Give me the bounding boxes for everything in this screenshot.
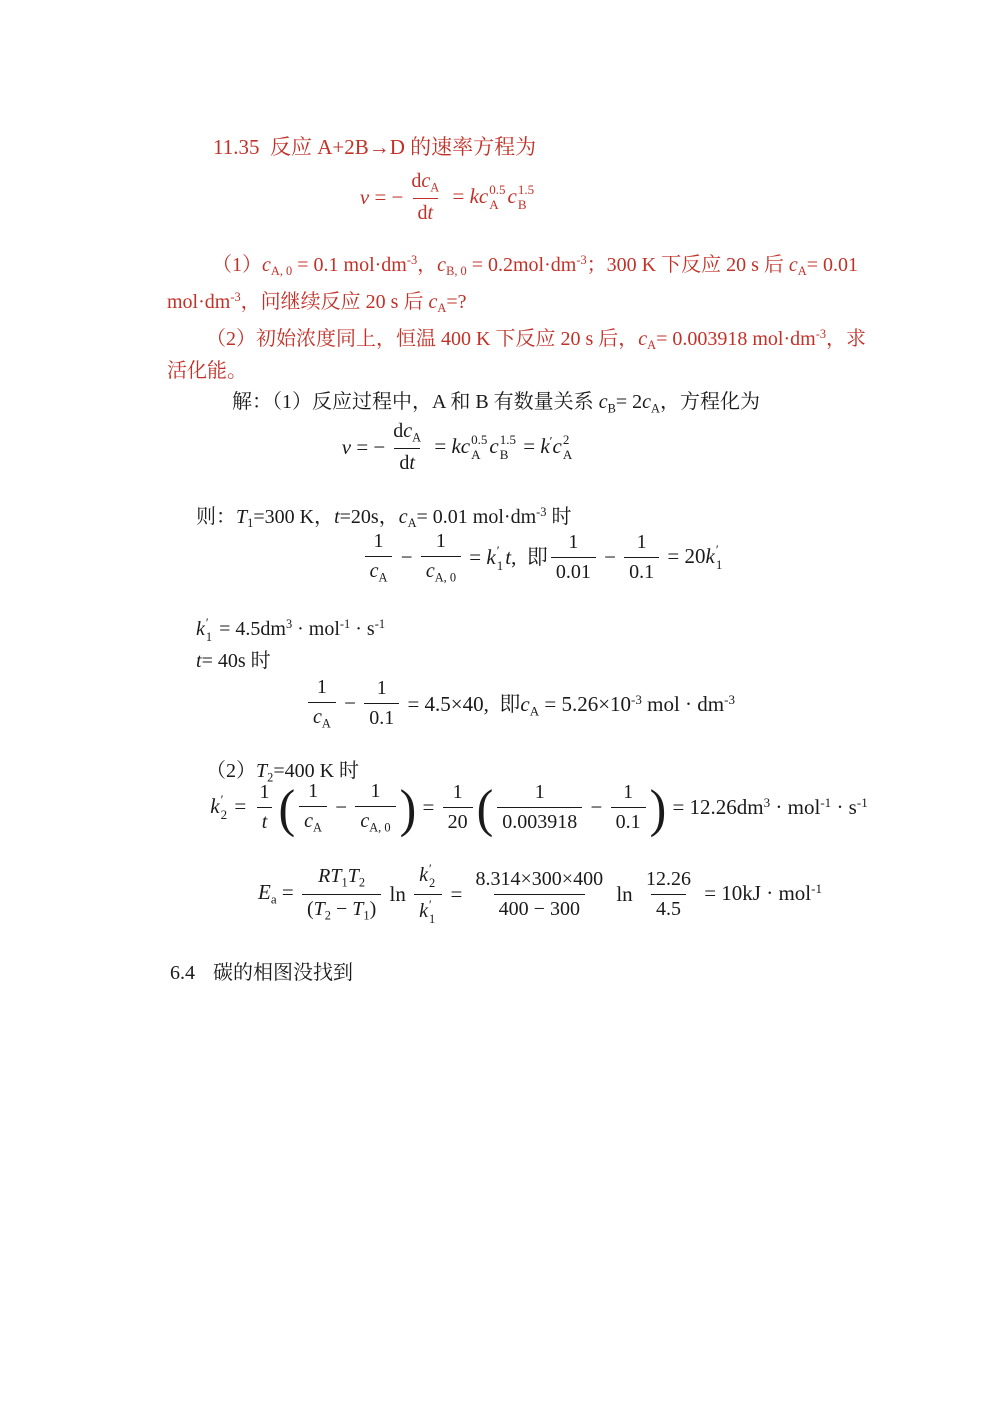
text-run: A <box>651 401 660 416</box>
text-run: =20s， <box>339 505 399 528</box>
text-run: 3 <box>285 617 293 631</box>
text-run: -3 <box>230 290 241 304</box>
text-run: = <box>276 880 299 905</box>
text-run: 1 <box>316 676 327 698</box>
text-run: T <box>352 897 364 920</box>
text-run: -3 <box>536 505 547 519</box>
text-run: v <box>359 185 370 210</box>
problem-part2-line2 <box>167 357 247 385</box>
big-left-paren: ( <box>278 778 296 838</box>
text-run: 2 <box>324 907 331 922</box>
fraction <box>497 781 582 834</box>
text-run: c <box>369 560 379 582</box>
text-run: 2 <box>358 875 366 890</box>
big-left-paren: ( <box>476 778 494 838</box>
text-run: = 12.26dm <box>667 795 764 820</box>
text-run: R <box>318 865 331 888</box>
text-run: t <box>505 545 512 570</box>
text-run: c <box>552 433 562 458</box>
text-run: 1 <box>308 780 319 802</box>
text-run: c <box>403 420 413 442</box>
text-run: -3 <box>815 327 827 341</box>
equation-segment <box>258 880 299 908</box>
text-run: 8.314×300×400 <box>475 867 604 890</box>
text-run: ′ 1 <box>205 615 213 645</box>
text-run: k <box>486 545 496 570</box>
text-run: 3 <box>763 795 771 811</box>
text-run: c <box>638 327 648 350</box>
text-run: = 40s 时 <box>201 650 271 672</box>
text-run: A <box>378 570 388 585</box>
text-run: 1 <box>247 516 254 531</box>
text-run: 1 <box>341 875 348 890</box>
text-run: 1.5 B <box>517 181 535 212</box>
equation-segment <box>667 795 867 820</box>
text-run: k <box>419 899 428 922</box>
equation-rate-law <box>0 170 944 225</box>
fraction-numerator <box>312 676 332 702</box>
text-run: -3 <box>724 691 735 707</box>
footer-note <box>150 931 353 1015</box>
text-run: = 5.26×10 <box>539 691 632 716</box>
text-run: = − <box>351 435 386 460</box>
text-run: ，问继续反应 20 s 后 <box>240 290 429 313</box>
text-run: =? <box>446 290 467 313</box>
fraction-numerator <box>618 781 638 807</box>
text-run: t <box>427 202 434 225</box>
text-run: 2 <box>267 770 274 785</box>
fraction-numerator <box>406 170 444 198</box>
fraction <box>302 865 381 923</box>
text-run: · mol <box>292 617 340 640</box>
text-run: -3 <box>576 253 587 267</box>
equation-segment <box>384 882 411 907</box>
fraction-denominator <box>497 807 582 834</box>
text-run: 活化能。 <box>167 360 247 382</box>
fraction-denominator <box>299 806 327 835</box>
text-run: ， <box>417 253 438 276</box>
fraction-numerator <box>471 868 609 894</box>
text-run: c <box>304 810 314 832</box>
text-run: = 20 <box>662 543 706 568</box>
text-run: c <box>313 706 322 728</box>
equation-segment <box>447 183 536 213</box>
equation-integrated-300k <box>47 530 992 585</box>
text-run: -1 <box>811 881 822 897</box>
text-run: c <box>489 433 499 458</box>
fraction-numerator <box>303 780 323 806</box>
fraction-denominator <box>611 807 646 834</box>
text-run: 1 <box>636 531 647 554</box>
equation-rate-constant-400k <box>43 778 992 838</box>
text-run: = 0.1 mol·dm <box>292 253 407 276</box>
equation-rate-law-reduced <box>0 420 954 475</box>
text-run: -1 <box>374 617 386 631</box>
equation-segment <box>611 882 638 907</box>
text-run: ′ 2 <box>220 791 228 822</box>
fraction-numerator <box>431 530 451 556</box>
text-run: c <box>460 433 471 458</box>
text-run: , 即 <box>511 545 548 570</box>
text-run: c <box>262 253 271 276</box>
text-run: 0.01 <box>555 561 591 584</box>
text-run: A <box>407 516 417 531</box>
text-run: A <box>321 716 331 731</box>
text-run: = <box>447 183 470 208</box>
text-run: A <box>437 301 447 316</box>
text-run: ′ 2 <box>428 862 436 891</box>
rate-constant-300k <box>196 610 385 644</box>
footer-section-number: 6.4 <box>170 962 195 984</box>
text-run: − <box>585 795 608 820</box>
text-run: − <box>338 691 362 716</box>
text-run: （2） <box>206 760 256 782</box>
text-run: 4.5 <box>655 897 681 920</box>
fraction-denominator <box>308 702 336 731</box>
fraction-numerator <box>641 868 696 894</box>
fraction-denominator <box>651 894 686 921</box>
fraction-denominator <box>421 556 461 585</box>
text-run: 0.5 A <box>489 181 506 212</box>
text-run: d <box>417 202 428 225</box>
fraction-denominator <box>494 894 585 921</box>
text-run: = <box>445 881 468 906</box>
text-run: ；300 K 下反应 20 s 后 <box>586 253 789 276</box>
text-run: T <box>347 865 359 888</box>
text-run: k <box>540 433 550 458</box>
fraction <box>308 676 336 731</box>
solution-intro <box>232 388 760 422</box>
fraction-denominator <box>257 807 273 834</box>
text-run: k <box>419 863 428 886</box>
text-run: -3 <box>406 253 418 267</box>
text-run: -1 <box>820 795 832 811</box>
text-run: 时 <box>546 505 572 528</box>
text-run: c <box>507 183 517 208</box>
equation-segment <box>662 543 724 573</box>
text-run: ln <box>611 881 638 906</box>
text-run: = <box>417 795 440 820</box>
text-run: c <box>788 253 798 276</box>
text-run: d <box>399 452 410 475</box>
text-run: = 4.5×40, 即 <box>402 691 521 716</box>
text-run: 1 <box>370 780 381 802</box>
time-40s-line <box>196 647 271 675</box>
text-run: c <box>421 170 431 192</box>
text-run: 0.1 <box>629 561 655 584</box>
text-run: c <box>642 391 652 413</box>
fraction-numerator <box>372 677 392 703</box>
text-run: 0.1 <box>615 811 641 834</box>
big-right-paren: ) <box>399 778 417 838</box>
text-run: = <box>464 545 487 570</box>
text-run: 则： <box>196 505 236 528</box>
equation-segment <box>417 795 439 820</box>
fraction-numerator <box>563 531 583 557</box>
text-run: （1） <box>212 253 262 276</box>
text-run: a <box>270 891 277 907</box>
text-run: − <box>598 545 622 570</box>
problem-title: 11.35 反应 A+2B→D 的速率方程为 <box>213 135 537 159</box>
fraction <box>611 781 646 834</box>
fraction-numerator <box>448 781 468 807</box>
text-run: = <box>229 793 252 818</box>
text-run: c <box>598 391 608 413</box>
text-run: t <box>409 452 415 475</box>
text-run: 0.003918 <box>502 811 578 834</box>
text-run: − <box>330 897 353 920</box>
text-run: ′ 1 <box>496 543 504 574</box>
fraction <box>624 531 659 584</box>
text-run: 1 <box>452 781 463 804</box>
text-run: A, 0 <box>434 570 457 585</box>
fraction <box>364 677 399 730</box>
fraction <box>414 862 442 926</box>
text-run: 解：（1）反应过程中，A 和 B 有数量关系 <box>232 391 599 413</box>
text-run: c <box>478 183 489 208</box>
text-run: t <box>334 505 340 528</box>
fraction <box>299 780 327 835</box>
fraction-denominator <box>624 557 659 584</box>
text-run: A, 0 <box>369 820 391 835</box>
text-run: 0.5 A <box>471 431 488 462</box>
text-run: c <box>425 560 435 582</box>
fraction-denominator <box>413 198 439 225</box>
equation-segment <box>699 881 822 906</box>
text-run: = 0.01 <box>806 253 859 276</box>
text-run: c <box>398 505 408 528</box>
text-run: k <box>705 543 715 568</box>
text-run: = <box>429 433 452 458</box>
text-run: ln <box>384 881 412 906</box>
text-run: A <box>430 180 440 195</box>
fraction-denominator <box>551 557 596 584</box>
equation-segment <box>585 795 607 820</box>
text-run: ′ <box>549 433 553 449</box>
equation-segment <box>360 185 404 210</box>
fraction <box>254 781 274 834</box>
fraction-denominator <box>365 556 393 585</box>
fraction-denominator <box>443 807 473 834</box>
text-run: A <box>412 430 422 445</box>
equation-segment <box>445 882 467 907</box>
fraction-numerator <box>632 531 652 557</box>
fraction <box>443 781 473 834</box>
text-run: · s <box>831 795 857 820</box>
text-run: 400 − 300 <box>498 897 580 920</box>
text-run: 1 <box>363 907 370 922</box>
text-run: A <box>647 338 657 353</box>
fraction <box>551 531 596 584</box>
text-run: =400 K 时 <box>273 760 360 782</box>
text-run: = 0.003918 mol·dm <box>656 327 816 350</box>
text-run: =300 K， <box>253 505 335 528</box>
text-run: -1 <box>339 617 351 631</box>
text-run: E <box>258 880 271 905</box>
fraction <box>388 420 426 475</box>
fraction-denominator <box>302 894 381 923</box>
fraction <box>641 868 696 921</box>
text-run: A <box>529 703 540 719</box>
text-run: 1 <box>623 781 634 804</box>
text-run: 20 <box>447 811 468 834</box>
text-run: T <box>330 865 342 888</box>
text-run: 1 <box>259 781 270 804</box>
equation-segment <box>429 433 574 463</box>
text-run: k <box>210 793 220 818</box>
text-run: c <box>437 253 447 276</box>
text-run: ′ 1 <box>715 541 723 572</box>
text-run: B, 0 <box>446 264 467 279</box>
text-run: c <box>360 810 370 832</box>
text-run: k <box>469 183 479 208</box>
text-run: c <box>428 290 438 313</box>
text-run: t <box>261 811 268 834</box>
text-run: c <box>520 691 530 716</box>
text-run: = − <box>369 185 404 210</box>
text-run: -1 <box>856 795 868 811</box>
text-run: = 2 <box>615 391 643 413</box>
equation-segment <box>342 435 386 460</box>
problem-part1-line1 <box>212 246 858 285</box>
big-right-paren: ) <box>649 778 667 838</box>
text-run: B <box>607 401 616 416</box>
text-run: ，方程化为 <box>659 391 760 413</box>
text-run: mol·dm <box>167 290 231 313</box>
text-run: = 0.2mol·dm <box>466 253 577 276</box>
problem-part1-line2 <box>167 283 466 322</box>
text-run: − <box>329 795 353 820</box>
fraction <box>406 170 444 225</box>
text-run: T <box>313 897 325 920</box>
text-run: = 0.01 mol·dm <box>416 505 537 528</box>
text-run: T <box>256 760 268 782</box>
text-run: k <box>451 433 461 458</box>
text-run: · mol <box>770 795 821 820</box>
equation-activation-energy <box>44 862 992 926</box>
text-run: 2 A <box>562 431 573 462</box>
fraction-numerator <box>313 865 370 893</box>
fraction-denominator <box>355 806 395 835</box>
text-run: ，求 <box>826 327 867 350</box>
text-run: 1 <box>435 530 446 552</box>
equation-segment <box>402 688 735 720</box>
text-run: 1 <box>568 531 579 554</box>
text-run: 0.1 <box>369 707 395 730</box>
text-run: d <box>411 170 422 192</box>
text-run: -3 <box>631 691 642 707</box>
fraction-numerator <box>365 780 385 806</box>
text-run: = <box>517 433 541 458</box>
text-run: A <box>313 820 322 835</box>
text-run: − <box>395 545 418 570</box>
equation-segment <box>210 793 251 823</box>
fraction-denominator <box>414 894 442 927</box>
problem-part2-line1 <box>206 320 866 359</box>
fraction-numerator <box>530 781 550 807</box>
text-run: ′ 1 <box>428 897 436 926</box>
text-run: 12.26 <box>645 867 691 890</box>
fraction-denominator <box>394 448 420 475</box>
text-run: ( <box>306 897 314 920</box>
footer-section-text: 碳的相图没找到 <box>213 962 353 984</box>
text-run: d <box>393 420 404 442</box>
text-run: A <box>797 264 807 279</box>
fraction-numerator <box>369 530 389 556</box>
text-run: 1.5 B <box>499 431 516 462</box>
fraction-numerator <box>414 862 442 894</box>
text-run: t <box>196 650 202 672</box>
fraction-numerator <box>388 420 426 448</box>
fraction-denominator <box>364 703 399 730</box>
text-run: A, 0 <box>270 264 293 279</box>
text-run: （2）初始浓度同上，恒温 400 K 下反应 20 s 后， <box>206 327 639 350</box>
text-run: ) <box>369 897 377 920</box>
text-run: mol · dm <box>641 691 725 716</box>
fraction <box>421 530 461 585</box>
equation-ca-40s <box>24 676 992 731</box>
equation-segment <box>395 545 417 570</box>
text-run: 1 <box>376 677 387 700</box>
text-run: k <box>196 617 205 640</box>
text-run: 1 <box>373 530 384 552</box>
text-run: 1 <box>534 781 545 804</box>
equation-segment <box>330 795 352 820</box>
text-run: · s <box>350 617 375 640</box>
equation-segment <box>464 541 548 574</box>
fraction <box>471 868 609 921</box>
fraction <box>365 530 393 585</box>
fraction <box>355 780 395 835</box>
fraction-numerator <box>254 781 274 807</box>
equation-segment <box>599 545 621 570</box>
text-run: = 4.5dm <box>214 617 286 640</box>
text-run: = 10kJ · mol <box>698 881 812 906</box>
equation-segment <box>339 691 361 716</box>
text-run: v <box>341 435 352 460</box>
text-run: T <box>236 505 248 528</box>
